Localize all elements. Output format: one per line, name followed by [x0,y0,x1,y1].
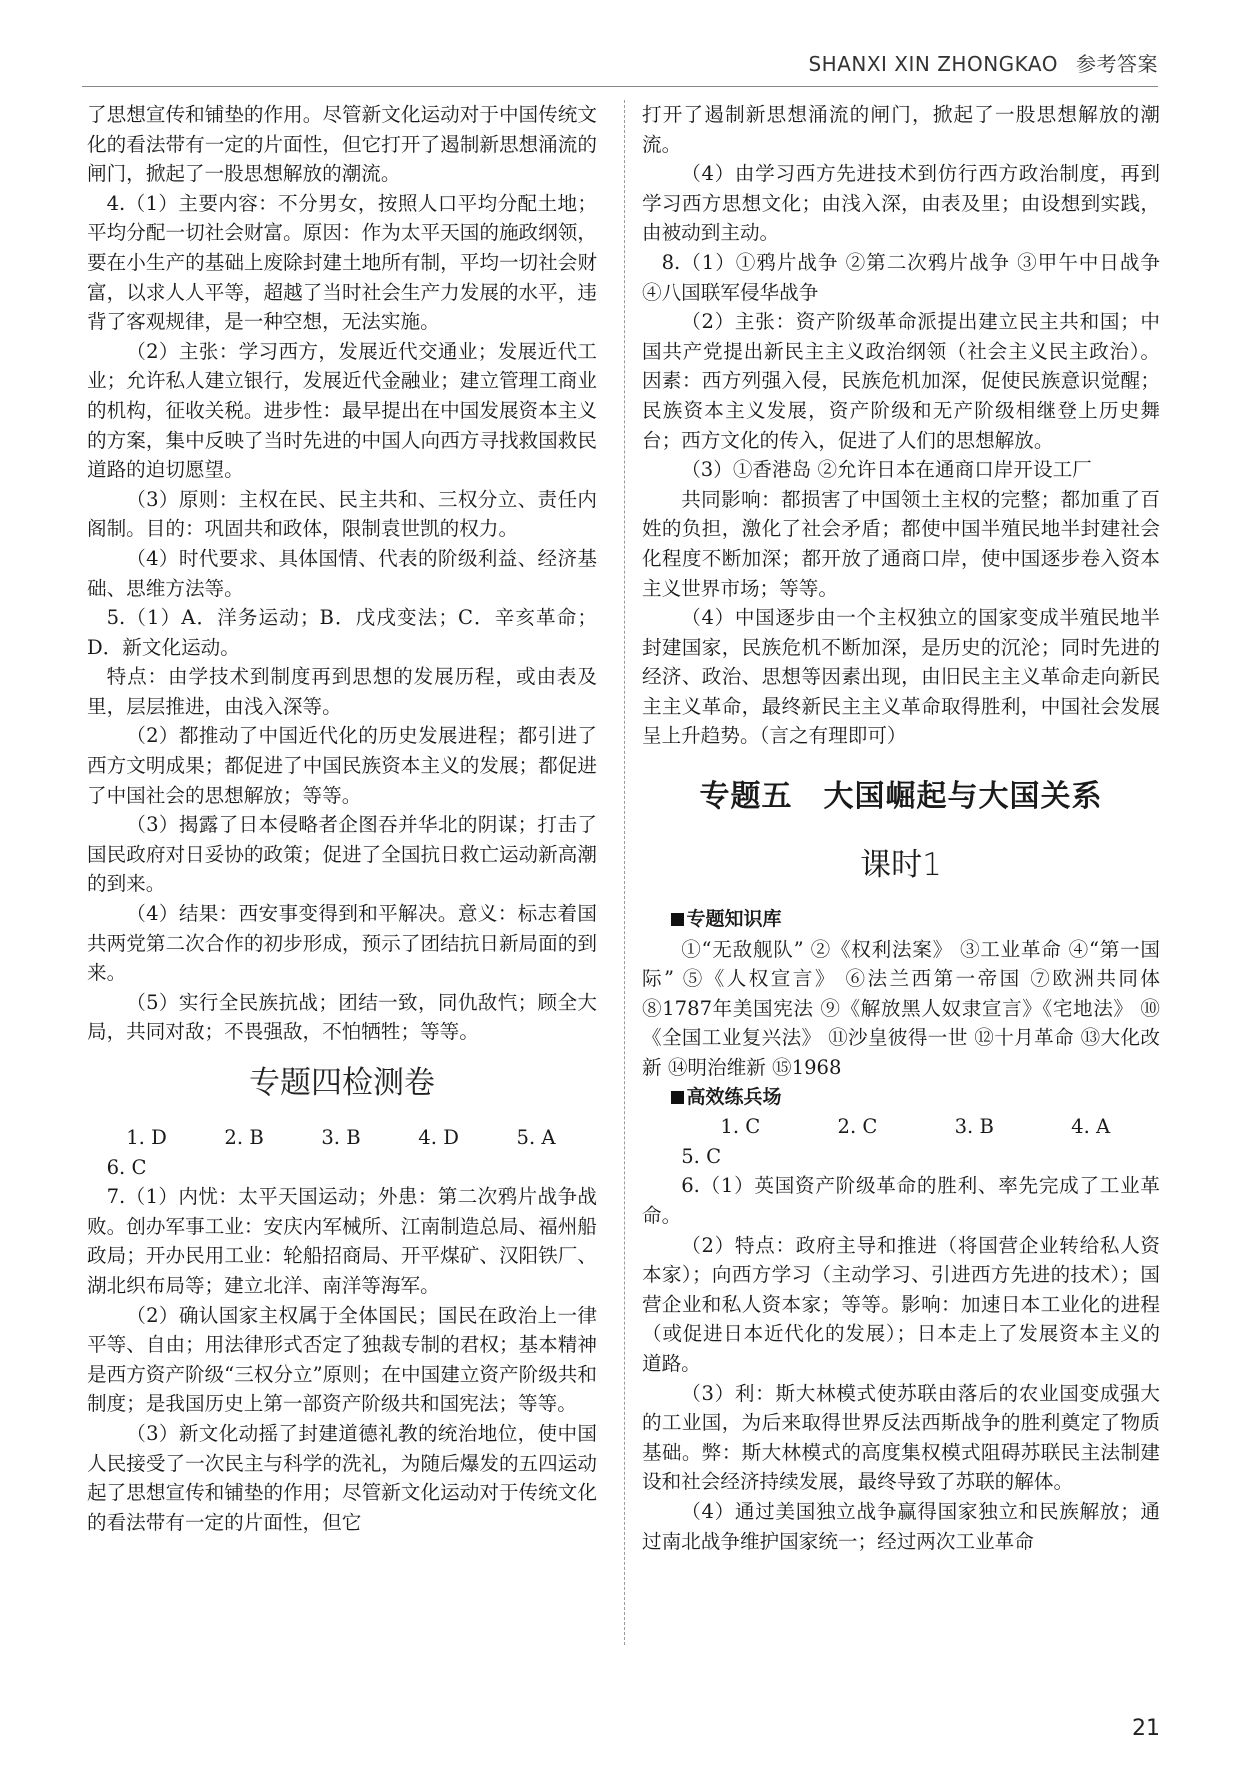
answer-item: 3. B [954,1115,994,1139]
right-column [642,100,1160,1556]
paragraph: （2）都推动了中国近代化的历史发展进程；都引进了西方文明成果；都促进了中国民族资本主义的发展；都促进了中国社会的思想解放；等等。 [87,724,597,807]
paragraph: （4）通过美国独立战争赢得国家独立和民族解放；通过南北战争维护国家统一；经过两次工业革命 [642,1499,1160,1553]
answer-item: 2. B [224,1126,264,1149]
paragraph: 4.（1）主要内容：不分男女，按照人口平均分配土地；平均分配一切社会财富。原因：作为太平天国的施政纲领，要在小生产的基础上废除封建土地所有制，平均一切社会财富，以求人人平等，超越了当时社会生产力发展的水平，违背了客观规律，是一种空想，无法实施。 [87,191,597,334]
paragraph: （3）①香港岛 ②允许日本在通商口岸开设工厂 [681,458,1092,482]
paragraph: 特点：由学技术到制度再到思想的发展历程，或由表及里，层层推进，由浅入深等。 [87,665,597,718]
answer-item: 5. A [516,1126,556,1149]
test-answers-row [87,1123,597,1153]
paragraph: （4）由学习西方先进技术到仿行西方政治制度，再到学习西方思想文化；由浅入深，由表及里；由设想到实践，由被动到主动。 [642,162,1160,245]
knowledge-text: ①“无敌舰队” ②《权利法案》 ③工业革命 ④“第一国际” ⑤《人权宣言》 ⑥法兰西第一帝国 ⑦欧洲共同体 ⑧1787年美国宪法 ⑨《解放黑人奴隶宣言》《宅地法》 ⑩《全国工业复兴法》 ⑪沙皇彼得一世 ⑫十月革命 ⑬大化改新 ⑭明治维新 ⑮1968 [642,937,1160,1080]
answer-item: 5. C [681,1144,722,1168]
header-text [808,48,1158,77]
answer-item: 2. C [837,1115,878,1139]
paragraph: （5）实行全民族抗战；团结一致，同仇敌忾；顾全大局，共同对敌；不畏强敌，不怕牺牲；等等。 [87,990,597,1044]
header-rule [82,86,1158,87]
test-heading: 专题四检测卷 [249,1065,435,1101]
answer-item: 4. D [418,1126,459,1149]
column-divider [624,100,625,1645]
paragraph: 打开了遏制新思想涌流的闸门，掀起了一股思想解放的潮流。 [642,103,1160,156]
header-section: 参考答案 [1076,52,1158,76]
paragraph: （3）利：斯大林模式使苏联由落后的农业国变成强大的工业国，为后来取得世界反法西斯战争的胜利奠定了物质基础。弊：斯大林模式的高度集权模式阻碍苏联民主法制建设和社会经济持续发展，最终导致了苏联的解体。 [642,1381,1160,1494]
paragraph: 共同影响：都损害了中国领土主权的完整；都加重了百姓的负担，激化了社会矛盾；都使中国半殖民地半封建社会化程度不断加深；都开放了通商口岸，使中国逐步卷入资本主义世界市场；等等。 [642,487,1160,600]
answer-item: 4. A [1071,1115,1111,1139]
topic-heading: 专题五 大国崛起与大国关系 [699,779,1103,815]
paragraph: （2）主张：资产阶级革命派提出建立民主共和国；中国共产党提出新民主主义政治纲领（社会主义民主政治）。因素：西方列强入侵，民族危机加深，促使民族意识觉醒；民族资本主义发展，资产阶级和无产阶级相继登上历史舞台；西方文化的传入，促进了人们的思想解放。 [642,310,1160,452]
practice-answers-row [642,1112,1160,1171]
paragraph: 5.（1）A．洋务运动；B．戊戌变法；C．辛亥革命；D．新文化运动。 [87,606,597,659]
paragraph: （4）时代要求、具体国情、代表的阶级利益、经济基础、思维方法等。 [87,546,597,600]
answer-item: 1. C [720,1115,761,1139]
paragraph: 6.（1）英国资产阶级革命的胜利、率先完成了工业革命。 [642,1174,1160,1227]
lesson-heading: 课时1 [860,847,942,884]
practice-section-title: 高效练兵场 [642,1083,1160,1113]
page-number: 21 [1132,1716,1160,1741]
square-bullet-icon [671,913,684,926]
paragraph: 了思想宣传和铺垫的作用。尽管新文化运动对于中国传统文化的看法带有一定的片面性，但它打开了遏制新思想涌流的闸门，掀起了一股思想解放的潮流。 [87,103,597,186]
page-header [0,0,1250,90]
paragraph: （3）新文化动摇了封建道德礼教的统治地位，使中国人民接受了一次民主与科学的洗礼，为随后爆发的五四运动起了思想宣传和铺垫的作用；尽管新文化运动对于传统文化的看法带有一定的片面性，但它 [87,1421,597,1534]
paragraph: （2）特点：政府主导和推进（将国营企业转给私人资本家）；向西方学习（主动学习、引进西方先进的技术）；国营企业和私人资本家；等等。影响：加速日本工业化的进程（或促进日本近代化的发展）；日本走上了发展资本主义的道路。 [642,1233,1160,1375]
paragraph: （4）结果：西安事变得到和平解决。意义：标志着国共两党第二次合作的初步形成，预示了团结抗日新局面的到来。 [87,902,597,985]
answer-item: 1. D [126,1126,167,1149]
answer-item: 3. B [321,1126,361,1149]
test-answers-row-2: 6. C [106,1155,147,1179]
paragraph: 7.（1）内忧：太平天国运动；外患：第二次鸦片战争战败。创办军事工业：安庆内军械所、江南制造总局、福州船政局；开办民用工业：轮船招商局、开平煤矿、汉阳铁厂、湖北织布局等；建立北洋、南洋等海军。 [87,1185,597,1297]
paragraph: （4）中国逐步由一个主权独立的国家变成半殖民地半封建国家，民族危机不断加深，是历史的沉沦；同时先进的经济、政治、思想等因素出现，由旧民主主义革命走向新民主主义革命，最终新民主主义革命取得胜利，中国社会发展呈上升趋势。（言之有理即可） [642,606,1160,748]
paragraph: （2）主张：学习西方，发展近代交通业；发展近代工业；允许私人建立银行，发展近代金融业；建立管理工商业的机构，征收关税。进步性：最早提出在中国发展资本主义的方案，集中反映了当时先进的中国人向西方寻找救国救民道路的迫切愿望。 [87,339,597,482]
paragraph: （3）原则：主权在民、民主共和、三权分立、责任内阁制。目的：巩固共和政体，限制袁世凯的权力。 [87,487,597,541]
square-bullet-icon [671,1091,684,1104]
knowledge-section-title: 专题知识库 [642,905,1160,935]
left-column [87,100,597,1537]
paragraph: （3）揭露了日本侵略者企图吞并华北的阴谋；打击了国民政府对日妥协的政策；促进了全国抗日救亡运动新高潮的到来。 [87,813,597,896]
header-series: SHANXI XIN ZHONGKAO [808,52,1058,76]
paragraph: 8.（1）①鸦片战争 ②第二次鸦片战争 ③甲午中日战争 ④八国联军侵华战争 [642,250,1160,304]
paragraph: （2）确认国家主权属于全体国民；国民在政治上一律平等、自由；用法律形式否定了独裁专制的君权；基本精神是西方资产阶级“三权分立”原则；在中国建立资产阶级共和制度；是我国历史上第一部资产阶级共和国宪法；等等。 [87,1303,597,1416]
